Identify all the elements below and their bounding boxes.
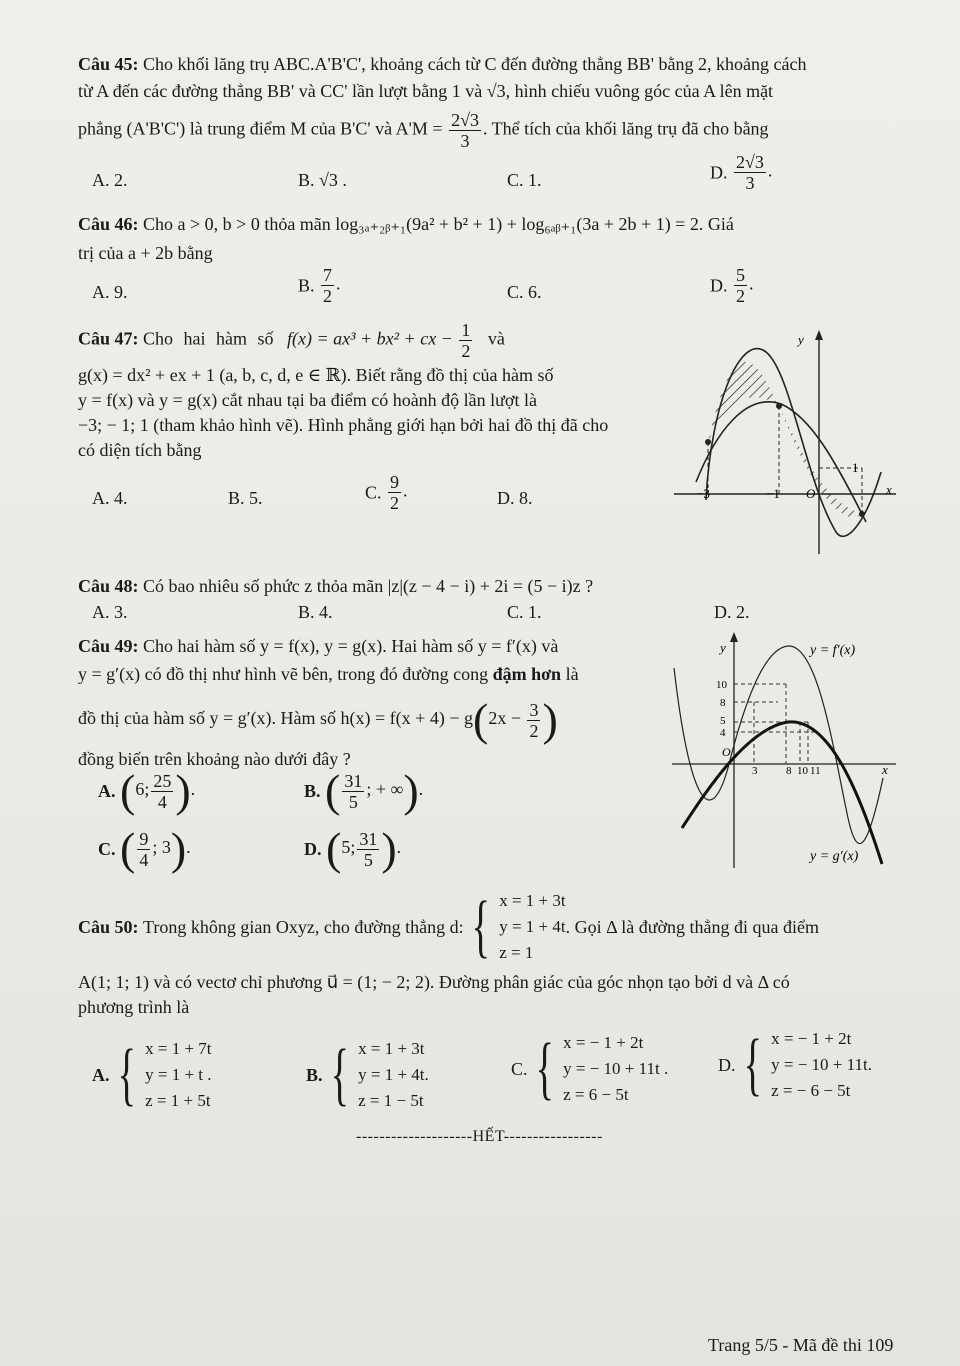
question-text: Có bao nhiêu số phức z thỏa mãn |z|(z − 4 − i) + 2i = (5 − i)z ? — [143, 576, 594, 596]
tick-label: 10 — [797, 765, 808, 777]
curve-label-gprime: y = g′(x) — [810, 849, 859, 864]
axis-label-y: y — [798, 332, 804, 347]
page-footer: Trang 5/5 - Mã đề thi 109 — [708, 1335, 894, 1355]
option-b[interactable]: B. ( $\frac{31}{5}$ ; + ∞). — [304, 765, 424, 816]
question-text: là — [565, 664, 579, 684]
option-b[interactable]: B. √3 . — [298, 170, 347, 190]
tick-label: −1 — [766, 486, 780, 501]
curve-label-fprime: y = f′(x) — [810, 643, 856, 658]
question-45 — [78, 52, 900, 151]
question-47: Câu 47: Cho hai hàm số f(x) = ax³ + bx² + cx − $\frac{1}{2}$ và g(x) = dx² + ex + 1 (a, b, c, d, e ∈ ℝ). Biết rằng đồ thị của hàm số y = f(x) và y = g(x) cắt nhau tại ba điểm có hoành độ lần lượt là −3; − 1; 1 (tham khảo hình vẽ). Hình phẳng giới hạn bởi hai đồ thị đã cho có diện tích bằng — [78, 320, 668, 463]
question-text: Cho hai hàm số — [143, 328, 274, 349]
option-c[interactable]: C. $\frac{9}{2}$ . — [365, 472, 408, 513]
question-49: Câu 49: Cho hai hàm số y = f(x), y = g(x). Hai hàm số y = f′(x) và y = g′(x) có đồ thị như hình vẽ bên, trong đó đường cong đậm hơn là đồ thị của hàm số y = g′(x). Hàm số h(x) = f(x + 4) − g(2x − $\frac{3}{2}$ ) đồng biến trên khoảng nào dưới đây ? — [78, 634, 658, 772]
question-text: f(x) = ax³ + bx² + cx − — [287, 328, 453, 349]
question-label: Câu 50: — [78, 916, 139, 937]
option-b[interactable]: B. 4. — [298, 602, 333, 622]
option-b[interactable]: B. 5. — [228, 488, 263, 508]
option-a[interactable]: A. 2. — [92, 170, 128, 190]
question-text: y = f(x) và y = g(x) cắt nhau tại ba điểm có hoành độ lần lượt là — [78, 390, 537, 410]
option-d[interactable]: D. $\frac{5}{2}$ . — [710, 265, 754, 306]
curve-fprime — [674, 646, 883, 844]
question-label: Câu 46: — [78, 214, 139, 234]
question-text: có diện tích bằng — [78, 440, 202, 460]
question-50 — [78, 888, 900, 1020]
question-text: phẳng (A'B'C') là trung điểm M của B'C' và A'M = — [78, 118, 443, 139]
question-48 — [78, 574, 900, 599]
question-text: A(1; 1; 1) và có vectơ chỉ phương u⃗ = (1; − 2; 2). Đường phân giác của góc nhọn tạo bởi d và Δ có — [78, 972, 790, 992]
option-d[interactable]: D. $\frac{2√3}{3}$ . — [710, 152, 773, 193]
question-text: g(x) = dx² + ex + 1 (a, b, c, d, e ∈ ℝ). Biết rằng đồ thị của hàm số — [78, 365, 554, 385]
option-d[interactable]: D. (5; $\frac{31}{5}$ ). — [304, 823, 402, 874]
option-d[interactable]: D. 2. — [714, 602, 750, 622]
origin-label: O — [806, 486, 816, 501]
option-a[interactable]: A. 4. — [92, 488, 128, 508]
question-text: Cho khối lăng trụ ABC.A'B'C', khoảng cách từ C đến đường thẳng BB' bằng 2, khoảng cách — [143, 54, 807, 74]
origin-label: O — [722, 745, 731, 759]
option-b[interactable]: B. $\frac{7}{2}$ . — [298, 265, 341, 306]
tick-label: 1 — [852, 460, 859, 475]
question-label: Câu 47: — [78, 328, 139, 349]
option-a[interactable]: A. 3. — [92, 602, 128, 622]
axis-label-x: x — [886, 482, 892, 497]
question-text: trị của a + 2b bằng — [78, 243, 213, 263]
option-a[interactable]: A. (6; $\frac{25}{4}$ ). — [98, 765, 196, 816]
question-text: Cho hai hàm số y = f(x), y = g(x). Hai hàm số y = f′(x) và — [143, 636, 559, 656]
fraction: $\frac{2√3}{3}$ — [451, 110, 479, 151]
option-a[interactable]: A. { x = 1 + 7t y = 1 + t . z = 1 + 5t — [92, 1036, 212, 1113]
option-d[interactable]: D. { x = − 1 + 2t y = − 10 + 11t. z = − 6 − 5t — [718, 1026, 872, 1103]
question-label: Câu 45: — [78, 54, 139, 74]
tick-label: 11 — [810, 765, 821, 777]
question-text: phương trình là — [78, 997, 190, 1017]
option-b[interactable]: B. { x = 1 + 3t y = 1 + 4t. z = 1 − 5t — [306, 1036, 429, 1113]
option-c[interactable]: C. { x = − 1 + 2t y = − 10 + 11t . z = 6 − 5t — [511, 1030, 669, 1107]
q47-graph — [666, 322, 906, 562]
question-text: và — [487, 328, 505, 349]
tick-label: 8 — [786, 765, 792, 777]
question-text: Trong không gian Oxyz, cho đường thẳng d: — [143, 916, 464, 937]
question-text: . Thể tích của khối lăng trụ đã cho bằng — [482, 118, 769, 139]
question-text: . Gọi Δ là đường thẳng đi qua điểm — [565, 916, 819, 937]
question-text: đồ thị của hàm số y = g′(x). Hàm số h(x) = f(x + 4) − g — [78, 708, 473, 729]
tick-label: 8 — [720, 697, 726, 709]
question-text: Cho a > 0, b > 0 thỏa mãn log₃ₐ₊₂ᵦ₊₁(9a² + b² + 1) + log₆ₐᵦ₊₁(3a + 2b + 1) = 2. Giá — [143, 214, 734, 234]
question-label: Câu 48: — [78, 576, 139, 596]
question-text: từ A đến các đường thẳng BB' và CC' lần lượt bằng 1 và √3, hình chiếu vuông góc của A lên mặt — [78, 81, 774, 101]
question-text: đồng biến trên khoảng nào dưới đây ? — [78, 749, 351, 769]
option-c[interactable]: C. 1. — [507, 602, 542, 622]
end-marker: --------------------HẾT----------------- — [356, 1128, 603, 1145]
axis-label-y: y — [720, 640, 726, 655]
question-text: −3; − 1; 1 (tham khảo hình vẽ). Hình phẳng giới hạn bởi hai đồ thị đã cho — [78, 415, 609, 435]
question-46 — [78, 212, 900, 266]
curve-gprime — [682, 722, 882, 864]
tick-label: 5 — [720, 715, 726, 727]
option-a[interactable]: A. 9. — [92, 282, 128, 302]
question-text: y = g′(x) có đồ thị như hình vẽ bên, trong đó đường cong — [78, 664, 489, 684]
question-label: Câu 49: — [78, 636, 139, 656]
line-system-d: { x = 1 + 3t y = 1 + 4t z = 1 — [471, 888, 566, 965]
option-c[interactable]: C. 1. — [507, 170, 542, 190]
axis-label-x: x — [882, 762, 888, 777]
option-c[interactable]: C. ( $\frac{9}{4}$ ; 3). — [98, 823, 191, 874]
option-c[interactable]: C. 6. — [507, 282, 542, 302]
tick-label: 10 — [716, 679, 727, 691]
tick-label: −3 — [696, 486, 710, 501]
tick-label: 4 — [720, 727, 726, 739]
option-d[interactable]: D. 8. — [497, 488, 533, 508]
q49-graph — [668, 628, 900, 872]
question-text: đậm hơn — [492, 664, 562, 684]
tick-label: 3 — [752, 765, 758, 777]
